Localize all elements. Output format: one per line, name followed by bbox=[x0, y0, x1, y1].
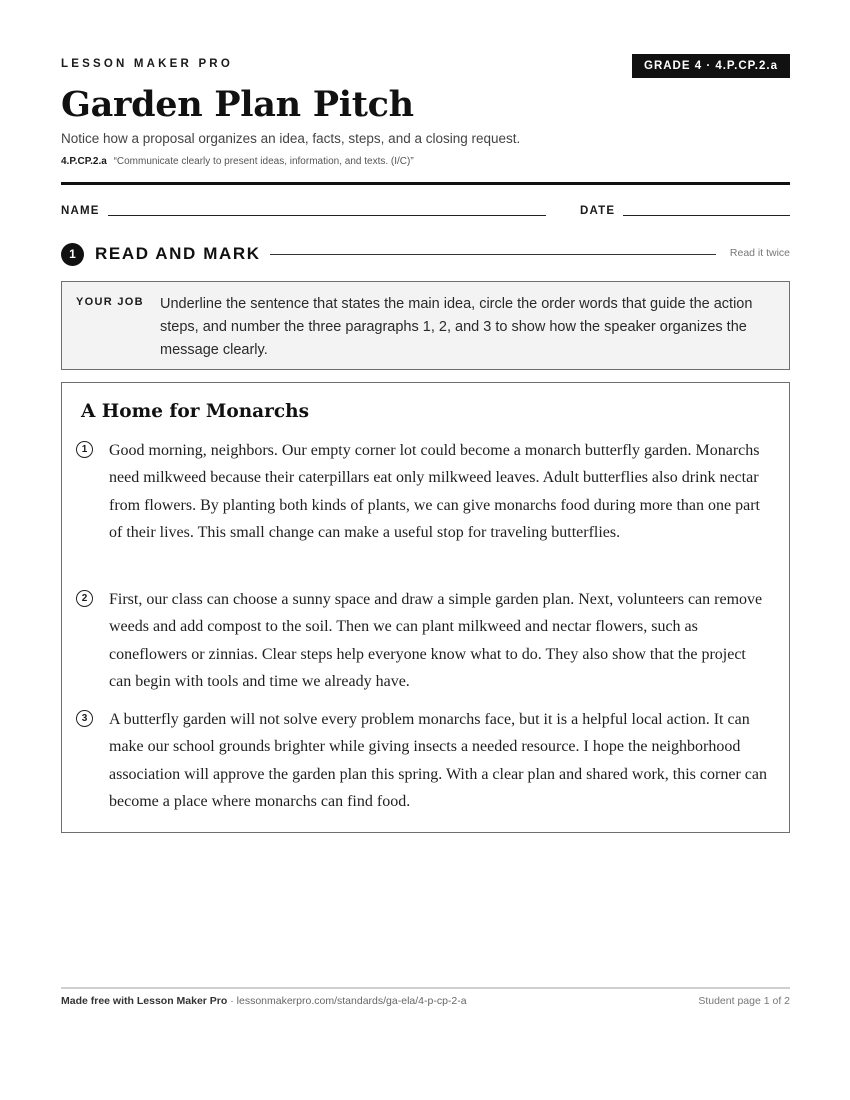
header-divider bbox=[61, 182, 790, 185]
footer-divider bbox=[61, 987, 790, 989]
instructions-label: YOUR JOB bbox=[76, 296, 144, 308]
page-indicator: Student page 1 of 2 bbox=[698, 995, 790, 1007]
paragraph-number-circle: 1 bbox=[76, 441, 93, 458]
standard-code: 4.P.CP.2.a bbox=[61, 156, 107, 167]
section-header bbox=[61, 243, 790, 267]
section-number-badge: 1 bbox=[61, 243, 84, 266]
section-divider bbox=[270, 254, 716, 255]
footer-credit bbox=[61, 995, 467, 1007]
paragraph-text: First, our class can choose a sunny space and draw a simple garden plan. Next, volunteers can remove weeds and add compost to the soil. Then we can plant milkweed and nectar flowers, such as coneflowers or zinnias. Clear steps help everyone know what to do. They also show that the project can begin with tools and time we already have. bbox=[109, 591, 763, 691]
paragraph-number-circle: 2 bbox=[76, 590, 93, 607]
standard-text: “Communicate clearly to present ideas, information, and texts. (I/C)” bbox=[113, 156, 414, 167]
brand-name: LESSON MAKER PRO bbox=[61, 58, 233, 70]
paragraph-number-circle: 3 bbox=[76, 710, 93, 727]
grade-badge: GRADE 4 · 4.P.CP.2.a bbox=[632, 54, 790, 78]
footer-made-with: Made free with Lesson Maker Pro bbox=[61, 995, 228, 1007]
section-title: READ AND MARK bbox=[95, 244, 261, 263]
standard-line bbox=[61, 156, 414, 167]
date-label: DATE bbox=[580, 205, 616, 217]
worksheet-page bbox=[61, 0, 790, 1100]
paragraph-text: A butterfly garden will not solve every problem monarchs face, but it is a helpful local action. It can make our school grounds brighter while giving insects a needed resource. I hope the neighborhood association will approve the garden plan this spring. With a clear plan and shared work, this corner can become a place where monarchs can find food. bbox=[109, 711, 767, 811]
name-label: NAME bbox=[61, 205, 100, 217]
passage-paragraph bbox=[76, 586, 767, 696]
footer-link[interactable]: · lessonmakerpro.com/standards/ga-ela/4-p-cp-2-a bbox=[230, 995, 467, 1007]
passage-paragraph bbox=[76, 706, 767, 816]
instructions-box bbox=[61, 281, 790, 370]
date-field[interactable] bbox=[623, 215, 790, 216]
name-field[interactable] bbox=[108, 215, 546, 216]
page-subtitle: Notice how a proposal organizes an idea, facts, steps, and a closing request. bbox=[61, 131, 521, 146]
page-title: Garden Plan Pitch bbox=[61, 84, 414, 125]
passage-paragraph bbox=[76, 437, 767, 547]
section-note: Read it twice bbox=[729, 247, 790, 259]
reading-passage bbox=[61, 382, 790, 833]
paragraph-text: Good morning, neighbors. Our empty corner lot could become a monarch butterfly garden. Monarchs need milkweed because their caterpillars eat only milkweed leaves. Adult butterflies also drink nectar from flowers. By planting both kinds of plants, we can give monarchs food during more than one part of their lives. This small change can make a useful stop for traveling butterflies. bbox=[109, 442, 760, 542]
instructions-text: Underline the sentence that states the main idea, circle the order words that guide the action steps, and number the three paragraphs 1, 2, and 3 to show how the speaker organizes the message clearly. bbox=[160, 296, 753, 358]
passage-title: A Home for Monarchs bbox=[81, 401, 310, 422]
